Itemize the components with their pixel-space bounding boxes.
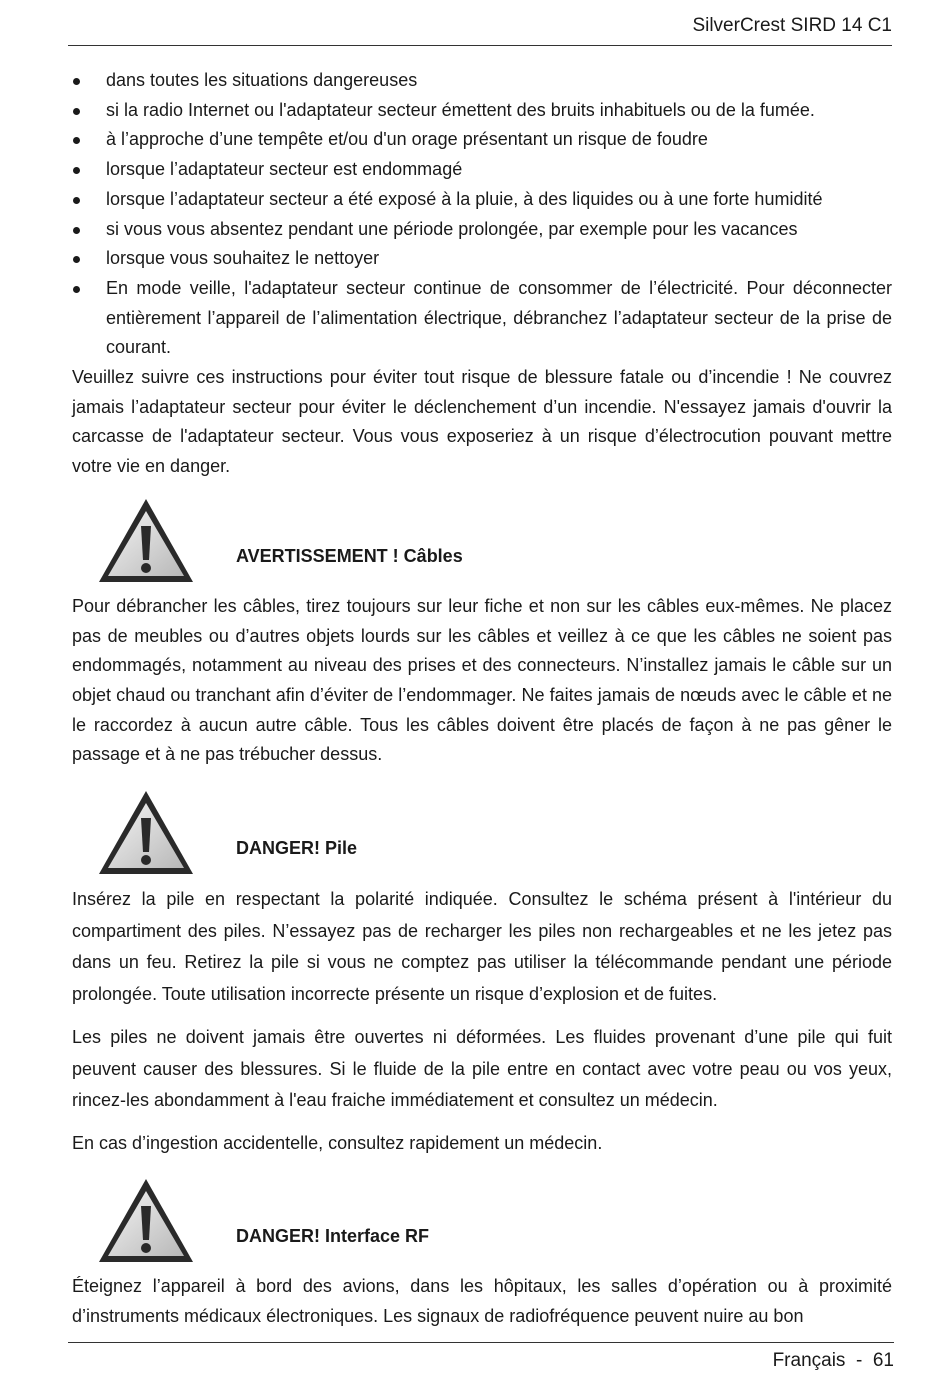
list-item: si la radio Internet ou l'adaptateur secteur émettent des bruits inhabituels ou de la fumée. bbox=[72, 96, 892, 126]
list-item: En mode veille, l'adaptateur secteur continue de consommer de l’électricité. Pour déconnecter entièrement l’appareil de l’alimentation électrique, débranchez l’adaptateur secteur de la prise de courant. bbox=[72, 274, 892, 363]
page-content bbox=[72, 66, 892, 1332]
list-item: lorsque l’adaptateur secteur est endommagé bbox=[72, 155, 892, 185]
section-title: DANGER! Pile bbox=[236, 838, 358, 859]
document-title: SilverCrest SIRD 14 C1 bbox=[692, 15, 892, 36]
section-paragraph: Éteignez l’appareil à bord des avions, dans les hôpitaux, les salles d’opération ou à proximité d’instruments médicaux électroniques. Les signaux de radiofréquence peuvent nuire au bon bbox=[72, 1276, 892, 1326]
intro-paragraph: Veuillez suivre ces instructions pour éviter tout risque de blessure fatale ou d’incendie ! Ne couvrez jamais l’adaptateur secteur pour éviter le déclenchement d’un incendie. N'essayez jamais d'ouvrir la carcasse de l'adaptateur secteur. Vous vous exposeriez à un risque d’électrocution pouvant mettre votre vie en danger. bbox=[72, 367, 892, 477]
warning-heading-cables bbox=[72, 496, 892, 592]
section-paragraph: Les piles ne doivent jamais être ouvertes ni déformées. Les fluides provenant d’une pile qui fuit peuvent causer des blessures. Si le fluide de la pile entre en contact avec votre peau ou vos yeux, rincez-les abondamment à l'eau fraiche immédiatement et consultez un médecin. bbox=[72, 1027, 892, 1111]
warning-heading-pile bbox=[72, 788, 892, 884]
list-item: lorsque vous souhaitez le nettoyer bbox=[72, 244, 892, 274]
warning-triangle-icon bbox=[96, 1176, 196, 1266]
list-item: lorsque l’adaptateur secteur a été exposé à la pluie, à des liquides ou à une forte humidité bbox=[72, 185, 892, 215]
section-title: DANGER! Interface RF bbox=[236, 1226, 430, 1247]
list-item: si vous vous absentez pendant une période prolongée, par exemple pour les vacances bbox=[72, 215, 892, 245]
warning-triangle-icon bbox=[96, 788, 196, 878]
section-paragraph: Pour débrancher les câbles, tirez toujours sur leur fiche et non sur les câbles eux-mêmes. Ne placez pas de meubles ou d’autres objets lourds sur les câbles et veillez à ce que les câbles ne soient pas endommagés, notamment au niveau des prises et des connecteurs. N’installez jamais le câble sur un objet chaud ou tranchant afin d’éviter de l’endommager. Ne faites jamais de nœuds avec le câble et ne le raccordez à aucun autre câble. Tous les câbles doivent être placés de façon à ne pas gêner le passage et à ne pas trébucher dessus. bbox=[72, 595, 892, 765]
section-title: AVERTISSEMENT ! Câbles bbox=[236, 545, 463, 566]
list-item: dans toutes les situations dangereuses bbox=[72, 66, 892, 96]
section-paragraph: Insérez la pile en respectant la polarité indiquée. Consultez le schéma présent à l'intérieur du compartiment des piles. N’essayez pas de recharger les piles non rechargeables et ne les jetez pas dans un feu. Retirez la pile si vous ne comptez pas utiliser la télécommande pendant une période prolongée. Toute utilisation incorrecte présente un risque d’explosion et de fuites. bbox=[72, 889, 892, 1004]
warning-triangle-icon bbox=[96, 496, 196, 586]
list-item: à l’approche d’une tempête et/ou d'un orage présentant un risque de foudre bbox=[72, 125, 892, 155]
page-header bbox=[68, 12, 892, 46]
section-paragraph: En cas d’ingestion accidentelle, consultez rapidement un médecin. bbox=[72, 1132, 603, 1153]
warning-heading-rf bbox=[72, 1176, 892, 1272]
bullet-list bbox=[72, 66, 892, 363]
page-number: Français - 61 bbox=[772, 1350, 894, 1371]
page-footer bbox=[68, 1342, 894, 1375]
